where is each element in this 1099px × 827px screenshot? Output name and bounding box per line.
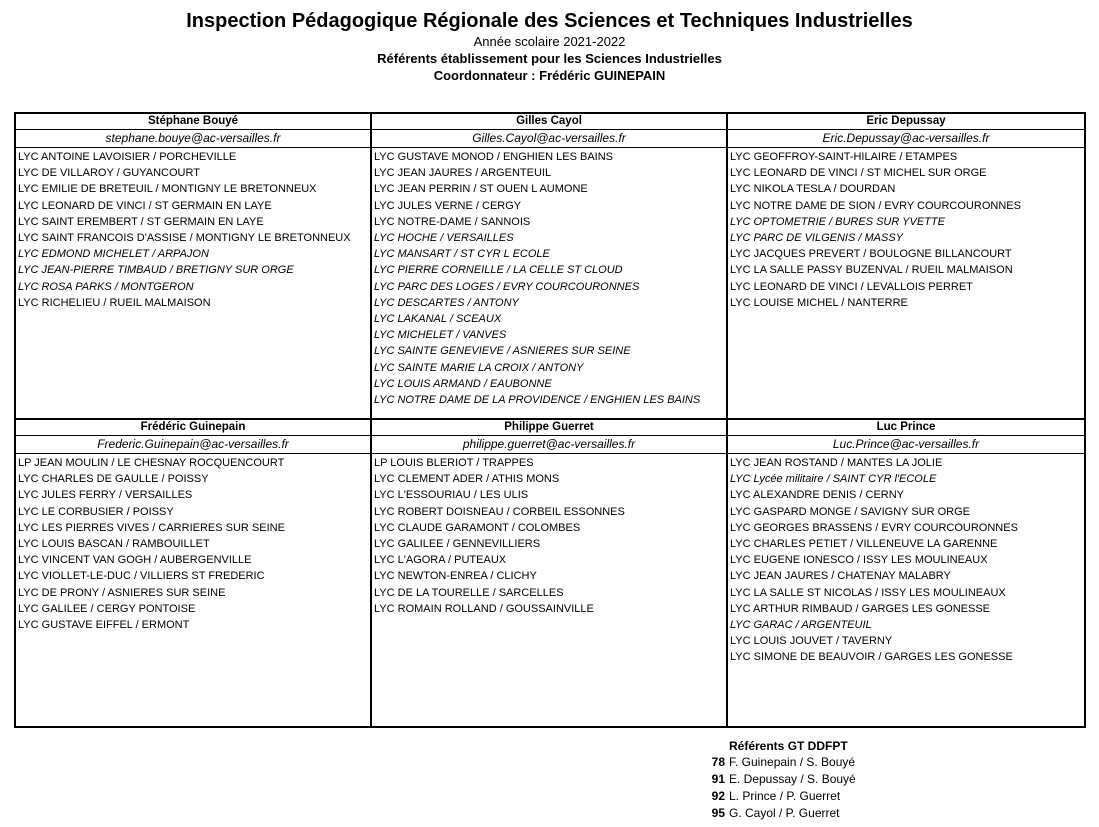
- school-item: LYC GUSTAVE MONOD / ENGHIEN LES BAINS: [374, 151, 613, 163]
- gt-ddfpt-row: [706, 754, 856, 771]
- school-item: LYC ROBERT DOISNEAU / CORBEIL ESSONNES: [374, 505, 625, 518]
- school-list: [728, 454, 1084, 666]
- school-item: LYC JEAN-PIERRE TIMBAUD / BRETIGNY SUR ORGE: [18, 264, 294, 277]
- school-item: LYC LEONARD DE VINCI / ST MICHEL SUR ORGE: [730, 167, 987, 180]
- referent-email: stephane.bouye@ac-versailles.fr: [15, 130, 371, 148]
- school-list: [372, 148, 726, 408]
- school-item: LYC SAINT EREMBERT / ST GERMAIN EN LAYE: [18, 215, 264, 228]
- gt-ddfpt-row: [706, 771, 856, 788]
- school-item: LYC DE LA TOURELLE / SARCELLES: [374, 586, 564, 599]
- school-item: LYC LOUIS BASCAN / RAMBOUILLET: [18, 538, 210, 551]
- school-item: LYC LEONARD DE VINCI / LEVALLOIS PERRET: [730, 280, 973, 293]
- referent-email: Gilles.Cayol@ac-versailles.fr: [371, 130, 727, 148]
- school-item: LYC DE VILLAROY / GUYANCOURT: [18, 167, 200, 180]
- referent-name: Gilles Cayol: [371, 113, 727, 130]
- school-item: LYC NOTRE DAME DE LA PROVIDENCE / ENGHIEN LES BAINS: [374, 394, 701, 407]
- school-item: LYC SAINT FRANCOIS D'ASSISE / MONTIGNY LE BRETONNEUX: [18, 232, 351, 245]
- school-item: LYC GALILEE / GENNEVILLIERS: [374, 538, 541, 551]
- referent-name: Luc Prince: [727, 419, 1085, 436]
- school-item: LYC VIOLLET-LE-DUC / VILLIERS ST FREDERIC: [18, 570, 265, 583]
- school-year: Année scolaire 2021-2022: [473, 34, 626, 49]
- school-item: LYC JEAN JAURES / ARGENTEUIL: [374, 167, 552, 180]
- school-item: LYC LEONARD DE VINCI / ST GERMAIN EN LAYE: [18, 199, 272, 212]
- school-item: LYC LA SALLE PASSY BUZENVAL / RUEIL MALMAISON: [730, 264, 1013, 277]
- department-referents: L. Prince / P. Guerret: [729, 789, 841, 803]
- referent-email: Luc.Prince@ac-versailles.fr: [727, 436, 1085, 454]
- referent-name: Stéphane Bouyé: [15, 113, 371, 130]
- coordinator-line: Coordonnateur : Frédéric GUINEPAIN: [433, 68, 666, 83]
- school-item: LYC GEORGES BRASSENS / EVRY COURCOURONNES: [730, 521, 1018, 534]
- document-subtitle: Référents établissement pour les Sciences Industrielles: [377, 51, 722, 66]
- school-item: LYC ROMAIN ROLLAND / GOUSSAINVILLE: [374, 602, 594, 615]
- referent-name-row: [15, 419, 1085, 436]
- school-list-cell: [15, 454, 371, 728]
- school-item: LYC Lycée militaire / SAINT CYR l'ECOLE: [730, 473, 937, 486]
- school-list-cell: [371, 148, 727, 420]
- school-item: LYC PARC DES LOGES / EVRY COURCOURONNES: [374, 280, 640, 293]
- school-item: LYC HOCHE / VERSAILLES: [374, 232, 514, 245]
- school-item: LYC EUGENE IONESCO / ISSY LES MOULINEAUX: [730, 554, 988, 567]
- referent-email-row: [15, 436, 1085, 454]
- school-item: LYC GASPARD MONGE / SAVIGNY SUR ORGE: [730, 505, 971, 518]
- school-item: LYC SAINTE MARIE LA CROIX / ANTONY: [374, 361, 584, 374]
- referent-email-row: [15, 130, 1085, 148]
- department-referents: E. Depussay / S. Bouyé: [729, 772, 856, 786]
- school-item: LYC LA SALLE ST NICOLAS / ISSY LES MOULINEAUX: [730, 586, 1006, 599]
- school-item: LYC ROSA PARKS / MONTGERON: [18, 280, 194, 293]
- school-item: LYC EDMOND MICHELET / ARPAJON: [18, 248, 209, 261]
- department-number: 91: [711, 772, 725, 786]
- school-item: LYC DE PRONY / ASNIERES SUR SEINE: [18, 586, 226, 599]
- school-item: LYC JEAN JAURES / CHATENAY MALABRY: [730, 570, 951, 583]
- school-list: [728, 148, 1084, 311]
- school-item: LYC MANSART / ST CYR L ECOLE: [374, 248, 550, 261]
- school-item: LYC NEWTON-ENREA / CLICHY: [374, 570, 537, 583]
- school-item: LYC GEOFFROY-SAINT-HILAIRE / ETAMPES: [730, 151, 958, 163]
- school-item: LYC OPTOMETRIE / BURES SUR YVETTE: [730, 215, 945, 228]
- school-item: LYC EMILIE DE BRETEUIL / MONTIGNY LE BRETONNEUX: [18, 183, 317, 196]
- department-referents: G. Cayol / P. Guerret: [729, 806, 840, 820]
- department-referents: F. Guinepain / S. Bouyé: [729, 755, 856, 769]
- school-item: LYC PARC DE VILGENIS / MASSY: [730, 232, 904, 245]
- school-item: LYC CHARLES PETIET / VILLENEUVE LA GARENNE: [730, 538, 998, 551]
- school-item: LYC LE CORBUSIER / POISSY: [18, 505, 174, 518]
- school-item: LYC SIMONE DE BEAUVOIR / GARGES LES GONESSE: [730, 651, 1013, 664]
- school-item: LYC LOUIS JOUVET / TAVERNY: [730, 635, 893, 648]
- school-item: LYC DESCARTES / ANTONY: [374, 296, 519, 309]
- school-item: LYC NIKOLA TESLA / DOURDAN: [730, 183, 896, 196]
- school-item: LYC ANTOINE LAVOISIER / PORCHEVILLE: [18, 151, 237, 163]
- school-item: LYC CLEMENT ADER / ATHIS MONS: [374, 473, 560, 486]
- school-list-row: [15, 454, 1085, 728]
- school-item: LYC ALEXANDRE DENIS / CERNY: [730, 489, 905, 502]
- school-list-row: [15, 148, 1085, 420]
- document-header: [0, 0, 1099, 84]
- school-list-cell: [727, 454, 1085, 728]
- school-item: LYC GARAC / ARGENTEUIL: [730, 619, 872, 632]
- school-item: LYC RICHELIEU / RUEIL MALMAISON: [18, 296, 211, 309]
- department-number: 92: [711, 789, 725, 803]
- school-item: LYC NOTRE-DAME / SANNOIS: [374, 215, 531, 228]
- school-item: LYC CHARLES DE GAULLE / POISSY: [18, 473, 209, 486]
- school-item: LYC NOTRE DAME DE SION / EVRY COURCOURONNES: [730, 199, 1021, 212]
- referent-name: Frédéric Guinepain: [15, 419, 371, 436]
- school-item: LYC JEAN PERRIN / ST OUEN L AUMONE: [374, 183, 588, 196]
- school-list-cell: [371, 454, 727, 728]
- school-item: LYC LOUIS ARMAND / EAUBONNE: [374, 377, 552, 390]
- school-list-cell: [727, 148, 1085, 420]
- school-item: LYC PIERRE CORNEILLE / LA CELLE ST CLOUD: [374, 264, 623, 277]
- school-item: LYC VINCENT VAN GOGH / AUBERGENVILLE: [18, 554, 252, 567]
- school-list: [16, 148, 370, 311]
- school-item: LYC JEAN ROSTAND / MANTES LA JOLIE: [730, 457, 943, 469]
- school-item: LYC LOUISE MICHEL / NANTERRE: [730, 296, 908, 309]
- department-number: 78: [711, 755, 725, 769]
- school-item: LP LOUIS BLERIOT / TRAPPES: [374, 457, 534, 469]
- school-item: LYC JACQUES PREVERT / BOULOGNE BILLANCOURT: [730, 248, 1012, 261]
- school-item: LYC MICHELET / VANVES: [374, 329, 507, 342]
- referent-name-row: [15, 113, 1085, 130]
- school-item: LYC SAINTE GENEVIEVE / ASNIERES SUR SEINE: [374, 345, 631, 358]
- school-item: LYC JULES FERRY / VERSAILLES: [18, 489, 193, 502]
- school-item: LYC GUSTAVE EIFFEL / ERMONT: [18, 619, 190, 632]
- school-item: LYC JULES VERNE / CERGY: [374, 199, 522, 212]
- school-list: [372, 454, 726, 617]
- school-item: LYC L'ESSOURIAU / LES ULIS: [374, 489, 529, 502]
- gt-ddfpt-row: [706, 805, 856, 822]
- department-number: 95: [711, 806, 725, 820]
- referent-email: philippe.guerret@ac-versailles.fr: [371, 436, 727, 454]
- school-item: LP JEAN MOULIN / LE CHESNAY ROCQUENCOURT: [18, 457, 285, 469]
- school-list: [16, 454, 370, 633]
- referent-name: Eric Depussay: [727, 113, 1085, 130]
- gt-ddfpt-block: [706, 738, 856, 822]
- gt-ddfpt-row: [706, 788, 856, 805]
- school-item: LYC L'AGORA / PUTEAUX: [374, 554, 507, 567]
- referent-email: Frederic.Guinepain@ac-versailles.fr: [15, 436, 371, 454]
- document-title: Inspection Pédagogique Régionale des Sciences et Techniques Industrielles: [186, 10, 913, 32]
- school-list-cell: [15, 148, 371, 420]
- gt-ddfpt-title: Référents GT DDFPT: [729, 739, 848, 753]
- school-item: LYC ARTHUR RIMBAUD / GARGES LES GONESSE: [730, 602, 990, 615]
- school-item: LYC GALILEE / CERGY PONTOISE: [18, 602, 196, 615]
- referents-table: [14, 112, 1086, 728]
- school-item: LYC CLAUDE GARAMONT / COLOMBES: [374, 521, 581, 534]
- school-item: LYC LES PIERRES VIVES / CARRIERES SUR SEINE: [18, 521, 285, 534]
- referent-name: Philippe Guerret: [371, 419, 727, 436]
- referent-email: Eric.Depussay@ac-versailles.fr: [727, 130, 1085, 148]
- school-item: LYC LAKANAL / SCEAUX: [374, 313, 502, 326]
